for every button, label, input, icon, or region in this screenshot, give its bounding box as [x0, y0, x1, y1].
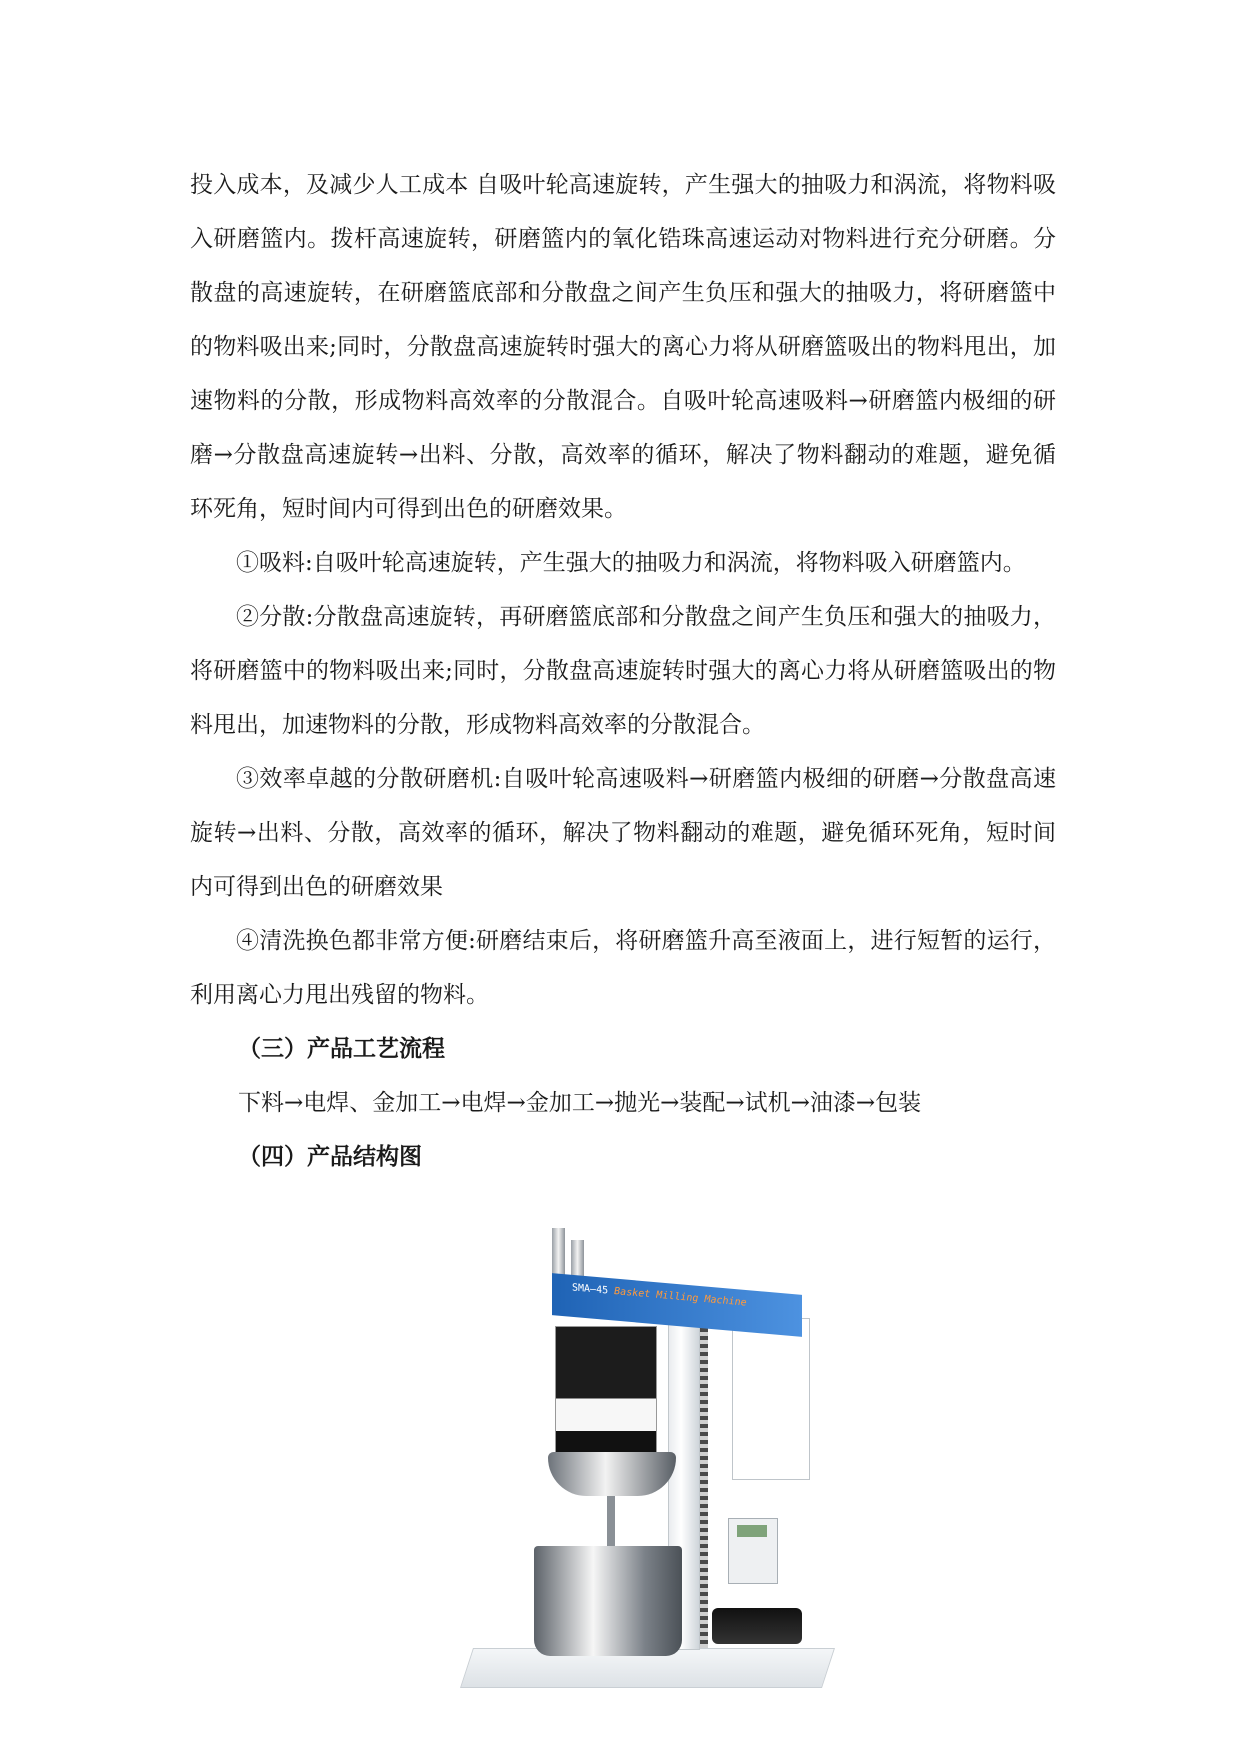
basket-shroud: [548, 1452, 676, 1496]
mixing-vessel: [534, 1546, 682, 1656]
machine-label: Basket Milling Machine: [614, 1286, 747, 1309]
section-heading-process-flow: （三）产品工艺流程: [238, 1036, 445, 1062]
panel-display: [737, 1525, 767, 1537]
product-structure-figure: [460, 1228, 835, 1698]
control-panel: [728, 1518, 778, 1584]
model-label: SMA—45: [572, 1282, 609, 1297]
control-cabinet: [732, 1318, 810, 1480]
paragraph-process-intro: 投入成本，及减少人工成本 自吸叶轮高速旋转，产生强大的抽吸力和涡流，将物料吸入研磨篮内。拨杆高速旋转，研磨篮内的氧化锆珠高速运动对物料进行充分研磨。分散盘的高速旋转，在研磨篮底部和分散盘之间产生负压和强大的抽吸力，将研磨篮中的物料吸出来;同时，分散盘高速旋转时强大的离心力将从研磨篮吸出的物料甩出，加速物料的分散，形成物料高效率的分散混合。自吸叶轮高速吸料→研磨篮内极细的研磨→分散盘高速旋转→出料、分散，高效率的循环，解决了物料翻动的难题，避免循环死角，短时间内可得到出色的研磨效果。: [190, 172, 1056, 522]
paragraph-suction: ①吸料:自吸叶轮高速旋转，产生强大的抽吸力和涡流，将物料吸入研磨篮内。: [236, 550, 1026, 576]
hydraulic-pump: [712, 1608, 802, 1644]
motor-housing: [555, 1326, 657, 1458]
process-flow-text: 下料→电焊、金加工→电焊→金加工→抛光→装配→试机→油漆→包装: [238, 1090, 922, 1116]
paragraph-efficiency: ③效率卓越的分散研磨机:自吸叶轮高速吸料→研磨篮内极细的研磨→分散盘高速旋转→出料、分散，高效率的循环，解决了物料翻动的难题，避免循环死角，短时间内可得到出色的研磨效果: [190, 766, 1056, 900]
section-heading-structure: （四）产品结构图: [238, 1144, 422, 1170]
body-text: [190, 158, 1056, 1184]
paragraph-dispersion: ②分散:分散盘高速旋转，再研磨篮底部和分散盘之间产生负压和强大的抽吸力，将研磨篮中的物料吸出来;同时，分散盘高速旋转时强大的离心力将从研磨篮吸出的物料甩出，加速物料的分散，形成物料高效率的分散混合。: [190, 604, 1056, 738]
cable-chain: [700, 1328, 708, 1648]
paragraph-cleaning: ④清洗换色都非常方便:研磨结束后，将研磨篮升高至液面上，进行短暂的运行，利用离心力甩出残留的物料。: [190, 928, 1056, 1008]
